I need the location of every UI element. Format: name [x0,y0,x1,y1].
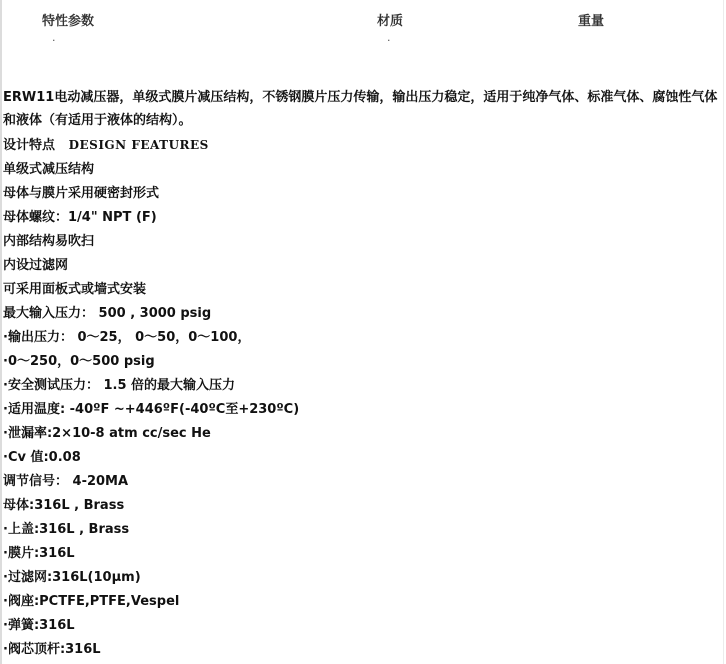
material-line: ·弹簧:316L [3,618,75,633]
material-line: ·过滤网:316L(10μm) [3,570,141,585]
material-line: ·膜片:316L [3,546,75,561]
header-material: 材质 [377,14,404,29]
spec-line: 调节信号： 4-20MA [3,474,129,489]
feature-line: 可采用面板式或墙式安装 [3,282,147,297]
material-line: 母体:316L , Brass [3,498,125,513]
spec-line: ·泄漏率:2×10-8 atm cc/sec He [3,426,211,441]
spec-line: ·适用温度: -40ºF ~+446ºF(-40ºC至+230ºC) [3,402,300,417]
material-line: ·上盖:316L , Brass [3,522,130,537]
intro-paragraph: ERW11电动减压器，单级式膜片减压结构，不锈钢膜片压力传输，输出压力稳定，适用于纯净气体、标准气体、腐蚀性气体和液体（有适用于液体的结构）。 [3,90,718,128]
feature-line: 单级式减压结构 [3,162,95,177]
feature-line: 内部结构易吹扫 [3,234,95,249]
header-weight: 重量 [578,14,605,29]
header-dot-2: · [387,34,391,47]
design-features-title-cn: 设计特点 [3,138,56,153]
material-line: ·阀座:PCTFE,PTFE,Vespel [3,594,180,609]
spec-line: 最大输入压力： 500 , 3000 psig [3,306,212,321]
feature-line: 内设过滤网 [3,258,69,273]
spec-line: ·Cv 值:0.08 [3,450,81,465]
spec-line: ·输出压力： 0～25， 0～50，0～100， [3,330,251,345]
feature-line: 母体与膜片采用硬密封形式 [3,186,160,201]
feature-line: 母体螺纹：1/4" NPT (F) [3,210,157,225]
spec-line: ·0～250，0～500 psig [3,354,155,369]
header-dot-1: · [52,34,56,47]
design-features-title-en: DESIGN FEATURES [68,138,209,152]
design-features-heading [3,134,209,153]
spec-line: ·安全测试压力： 1.5 倍的最大输入压力 [3,378,236,393]
header-characteristics: 特性参数 [42,14,95,29]
material-line: ·阀芯顶杆:316L [3,642,101,657]
